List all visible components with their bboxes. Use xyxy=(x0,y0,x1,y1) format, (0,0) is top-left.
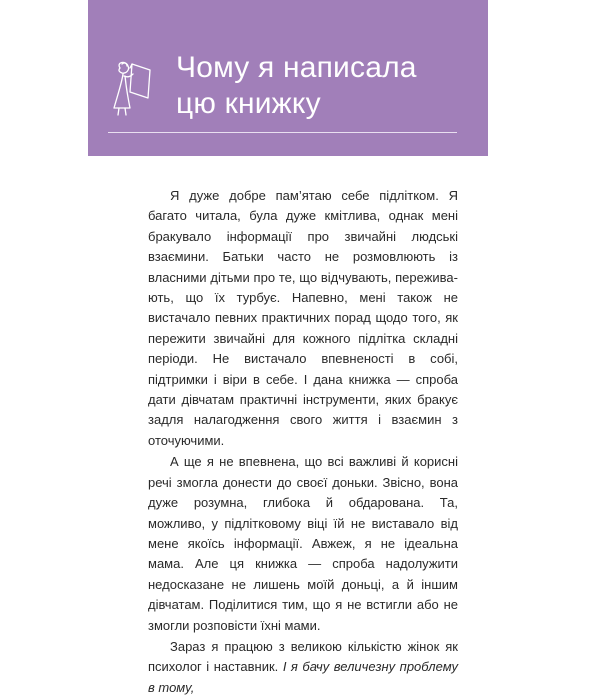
chapter-body xyxy=(148,186,458,698)
paragraph-3 xyxy=(148,637,458,698)
paragraph-2: А ще я не впевнена, що всі важливі й корисні речі змогла донести до своєї доньки. Звісно, вона дуже розумна, глибока й обдарована. Та, можливо, у підлітковому віці їй не виставало від мене якоїсь інформації. Авжеж, я не ідеальна мама. Але ця книжка — спроба надолужити недосказане не лишень моїй доньці, а й іншим дівчатам. Поділитися тим, що я не встигли або не змогли розповісти їхні мами. xyxy=(148,454,458,633)
chapter-title xyxy=(176,50,417,122)
title-divider xyxy=(108,132,457,133)
paragraph-3-italic: І я бачу величезну проблему в тому, xyxy=(148,659,458,695)
chapter-title-line-2: цю книжку xyxy=(176,87,321,120)
girl-with-book-icon xyxy=(108,58,158,118)
paragraph-1: Я дуже добре пам’ятаю себе підлітком. Я багато читала, була дуже кмітлива, однак мені бракувало інформації про звичайні людські взаємини. Батьки часто не розмовлюють із власними дітьми про те, що відчувають, переживають, що їх турбує. Напевно, мені також не вистачало певних практичних порад щодо того, як пережити звичайні для кожного підлітка складні періоди. Не вистачало впевненості в собі, підтримки і віри в себе. І дана книжка — спроба дати дівчатам практичні інструменти, яких бракує задля налагодження свого життя і взаємин з оточуючими. xyxy=(148,188,458,448)
paragraph-3-regular: Зараз я працюю з великою кількістю жінок як психолог і наставник. xyxy=(148,638,458,675)
chapter-title-line-1: Чому я написала xyxy=(176,51,417,84)
